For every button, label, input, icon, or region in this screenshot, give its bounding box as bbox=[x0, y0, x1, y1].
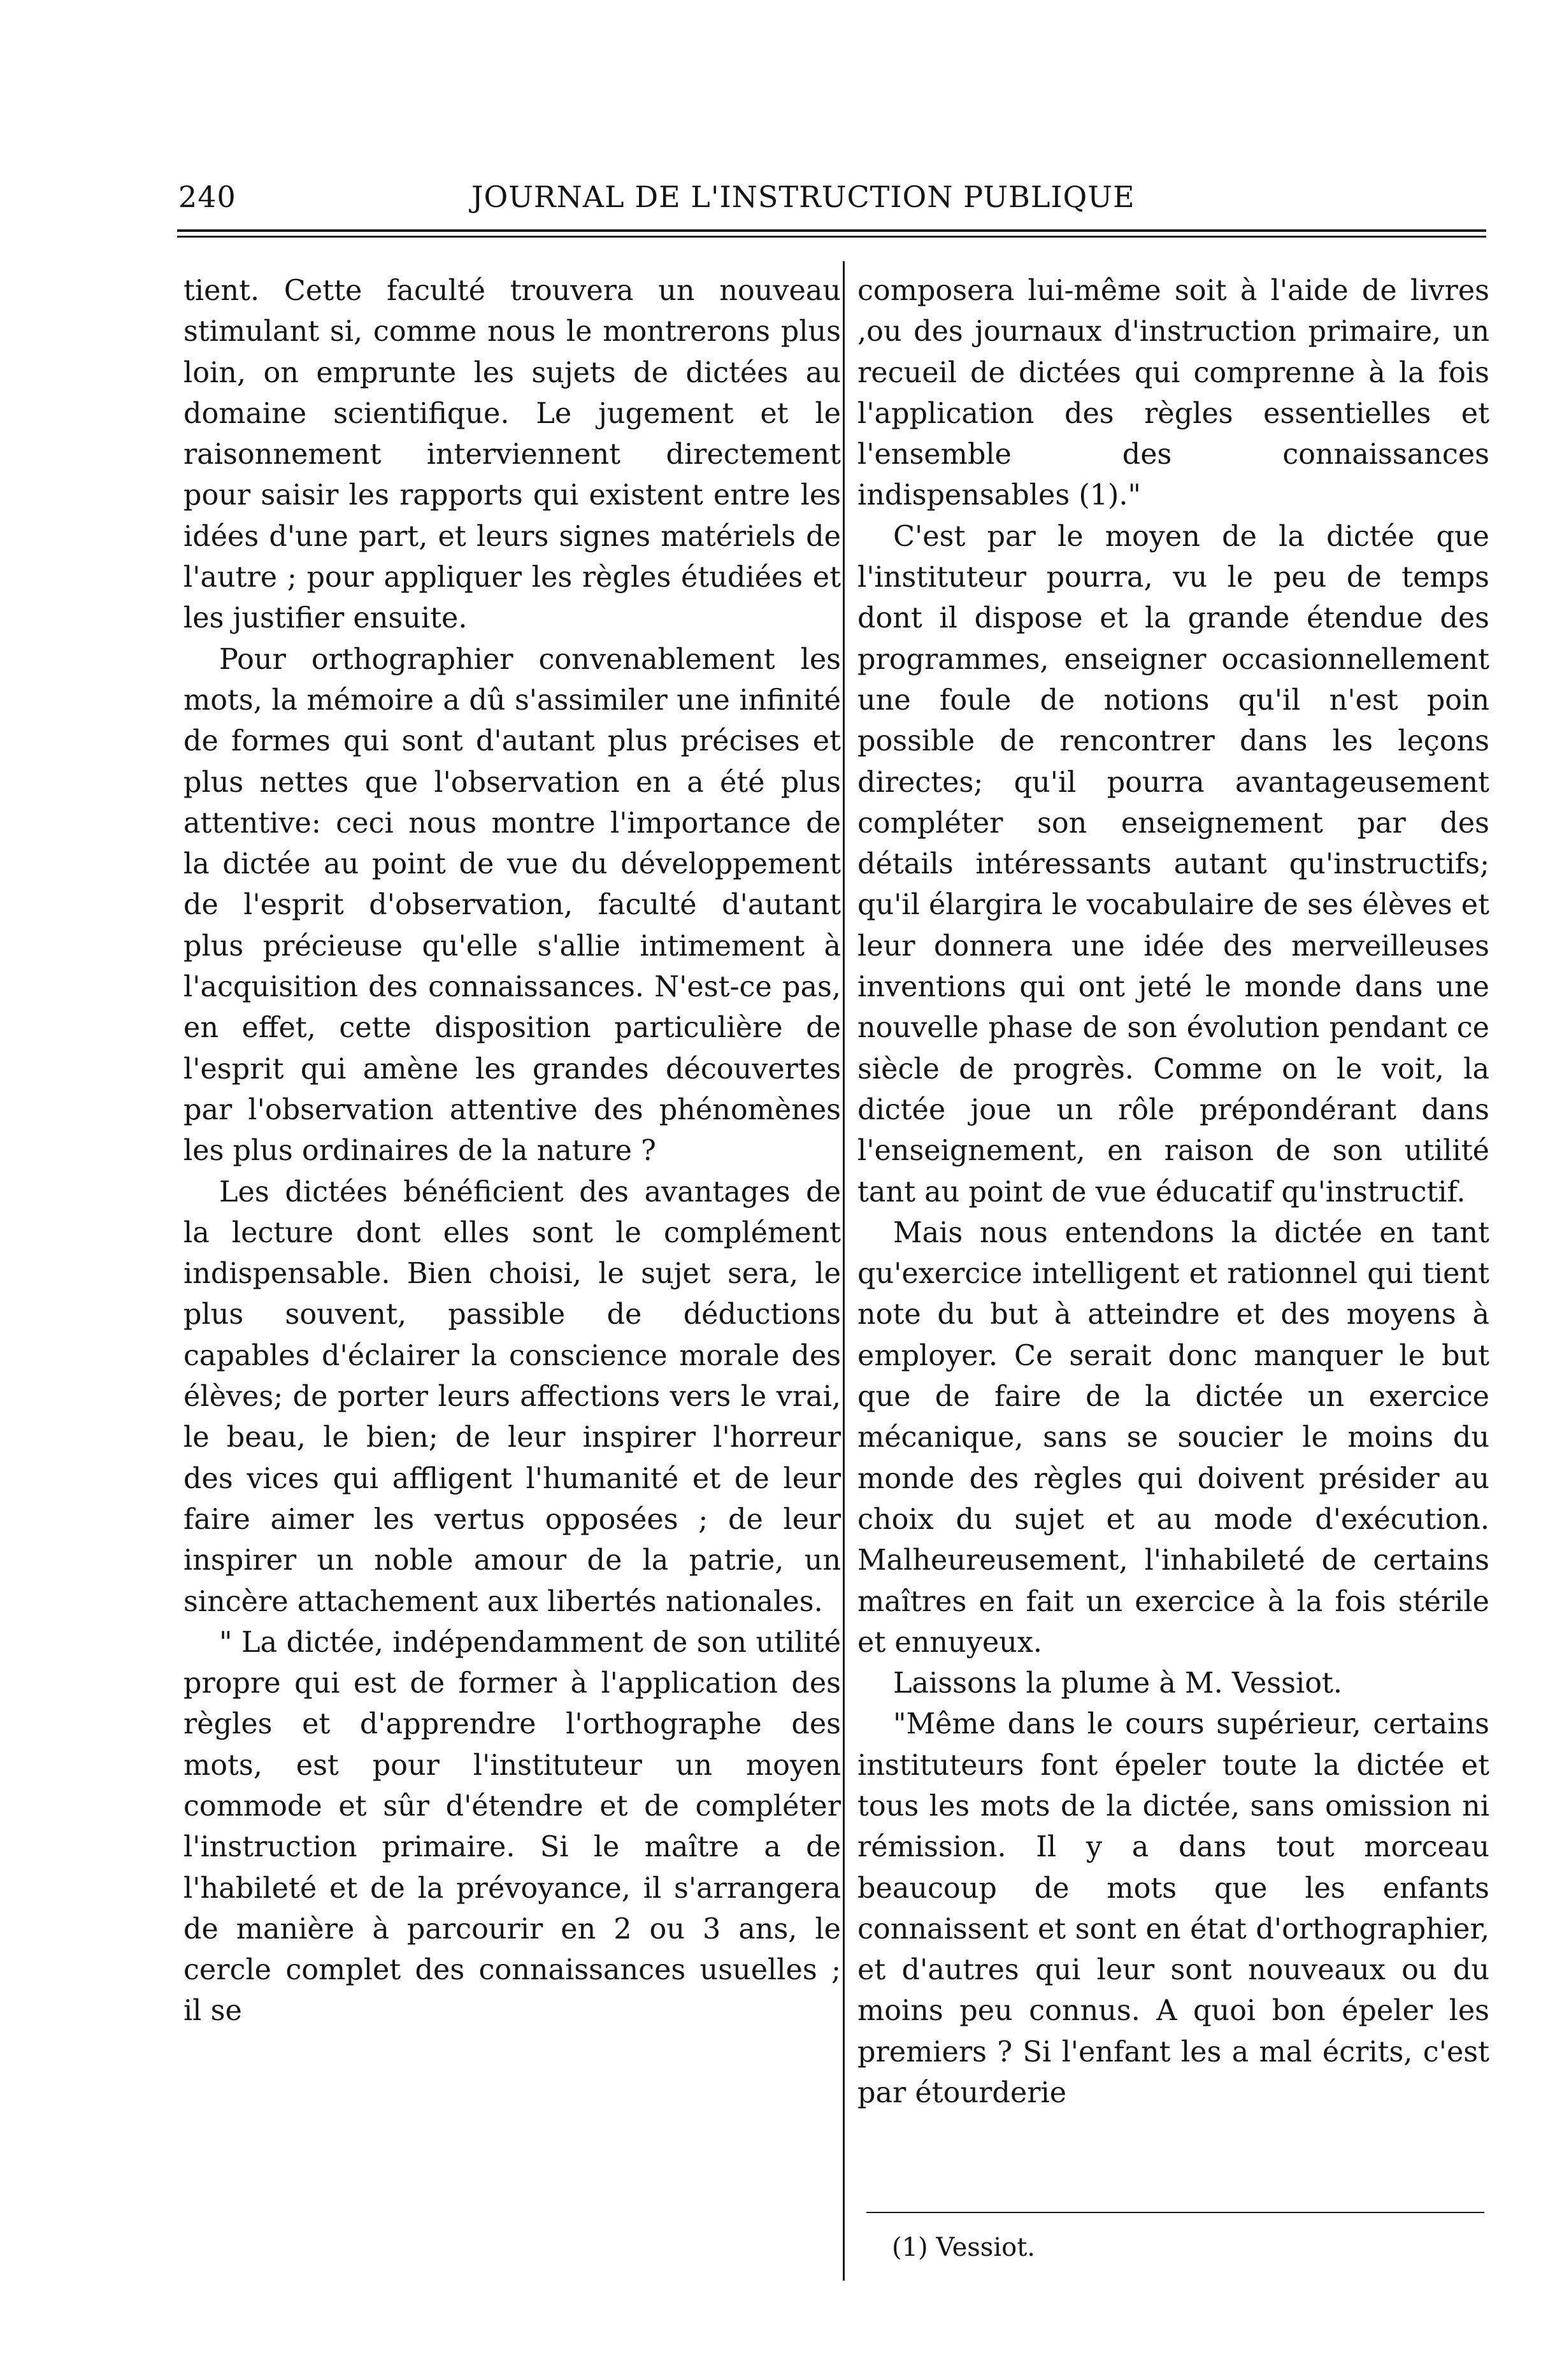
header-rule bbox=[177, 229, 1486, 232]
paragraph-continued: tient. Cette faculté trouvera un nouveau stimulant si, comme nous le montrerons plus loin, on emprunte les sujets de dictées au domaine scientifique. Le jugement et le raisonnement interviennent directement pour saisir les rapports qui existent entre les idées d'une part, et leurs signes matériels de l'autre ; pour appliquer les règles étudiées et les justifier ensuite. bbox=[183, 275, 841, 635]
paragraph-benefits: Les dictées bénéficient des avantages de la lecture dont elles sont le complément indispensable. Bien choisi, le sujet sera, le plus souvent, passible de déductions capables d'éclairer la conscience morale des élèves; de porter leurs affections vers le vrai, le beau, le bien; de leur inspirer l'horreur des vices qui affligent l'humanité et de leur faire aimer les vertus opposées ; de leur inspirer un noble amour de la patrie, un sincère attachement aux libertés nationales. bbox=[183, 1175, 841, 1618]
paragraph-spelling: "Même dans le cours supérieur, certains instituteurs font épeler toute la dictée et tous les mots de la dictée, sans omission ni rémission. Il y a dans tout morceau beaucoup de mots que les enfants connaissent et sont en état d'orthographier, et d'autres qui leur sont nouveaux ou du moins peu connus. A quoi bon épeler les premiers ? Si l'enfant les a mal écrits, c'est par étourderie bbox=[857, 1708, 1489, 2110]
column-divider bbox=[843, 261, 845, 2281]
running-title: JOURNAL DE L'INSTRUCTION PUBLIQUE bbox=[471, 180, 1135, 214]
left-column bbox=[183, 271, 841, 2032]
paragraph-orthography: Pour orthographier convenablement les mots, la mémoire a dû s'assimiler une infinité de formes qui sont d'autant plus précises et plus nettes que l'observation en a été plus attentive: ceci nous montre l'importance de la dictée au point de vue du développement de l'esprit d'observation, faculté d'autant plus précieuse qu'elle s'allie intimement à l'acquisition des connaissances. N'est-ce pas, en effet, cette disposition particulière de l'esprit qui amène les grandes découvertes par l'observation attentive des phénomènes les plus ordinaires de la nature ? bbox=[183, 643, 841, 1168]
paragraph-rational-exercise: Mais nous entendons la dictée en tant qu'exercice intelligent et rationnel qui tient note du but à atteindre et des moyens à employer. Ce serait donc manquer le but que de faire de la dictée un exercice mécanique, sans se soucier le moins du monde des règles qui doivent présider au choix du sujet et au mode d'exécution. Malheureusement, l'inhabileté de certains maîtres en fait un exercice à la fois stérile et ennuyeux. bbox=[857, 1216, 1489, 1659]
paragraph-means: C'est par le moyen de la dictée que l'instituteur pourra, vu le peu de temps dont il dispose et la grande étendue des programmes, enseigner occasionnellement une foule de notions qu'il n'est poin possible de rencontrer dans les leçons directes; qu'il pourra avantageusement compléter son enseignement par des détails intéressants autant qu'instructifs; qu'il élargira le vocabulaire de ses élèves et leur donnera une idée des merveilleuses inventions qui ont jeté le monde dans une nouvelle phase de son évolution pendant ce siècle de progrès. Comme on le voit, la dictée joue un rôle prépondérant dans l'enseignement, en raison de son utilité tant au point de vue éducatif qu'instructif. bbox=[857, 520, 1489, 1208]
header-rule-double bbox=[177, 236, 1486, 238]
footnote: (1) Vessiot. bbox=[892, 2233, 1035, 2262]
page-number: 240 bbox=[178, 180, 236, 214]
paragraph-vessiot: Laissons la plume à M. Vessiot. bbox=[893, 1667, 1343, 1700]
paragraph-quote-end: composera lui-même soit à l'aide de livres ,ou des journaux d'instruction primaire, un recueil de dictées qui comprenne à la fois l'application des règles essentielles et l'ensemble des connaissances indispensables (1)." bbox=[857, 275, 1489, 512]
footnote-rule bbox=[866, 2212, 1484, 2213]
right-column bbox=[857, 271, 1489, 2114]
paragraph-quote: " La dictée, indépendamment de son utilité propre qui est de former à l'application des règles et d'apprendre l'orthographe des mots, est pour l'instituteur un moyen commode et sûr d'étendre et de compléter l'instruction primaire. Si le maître a de l'habileté et de la prévoyance, il s'arrangera de manière à parcourir en 2 ou 3 ans, le cercle complet des connaissances usuelles ; il se bbox=[183, 1626, 841, 2028]
